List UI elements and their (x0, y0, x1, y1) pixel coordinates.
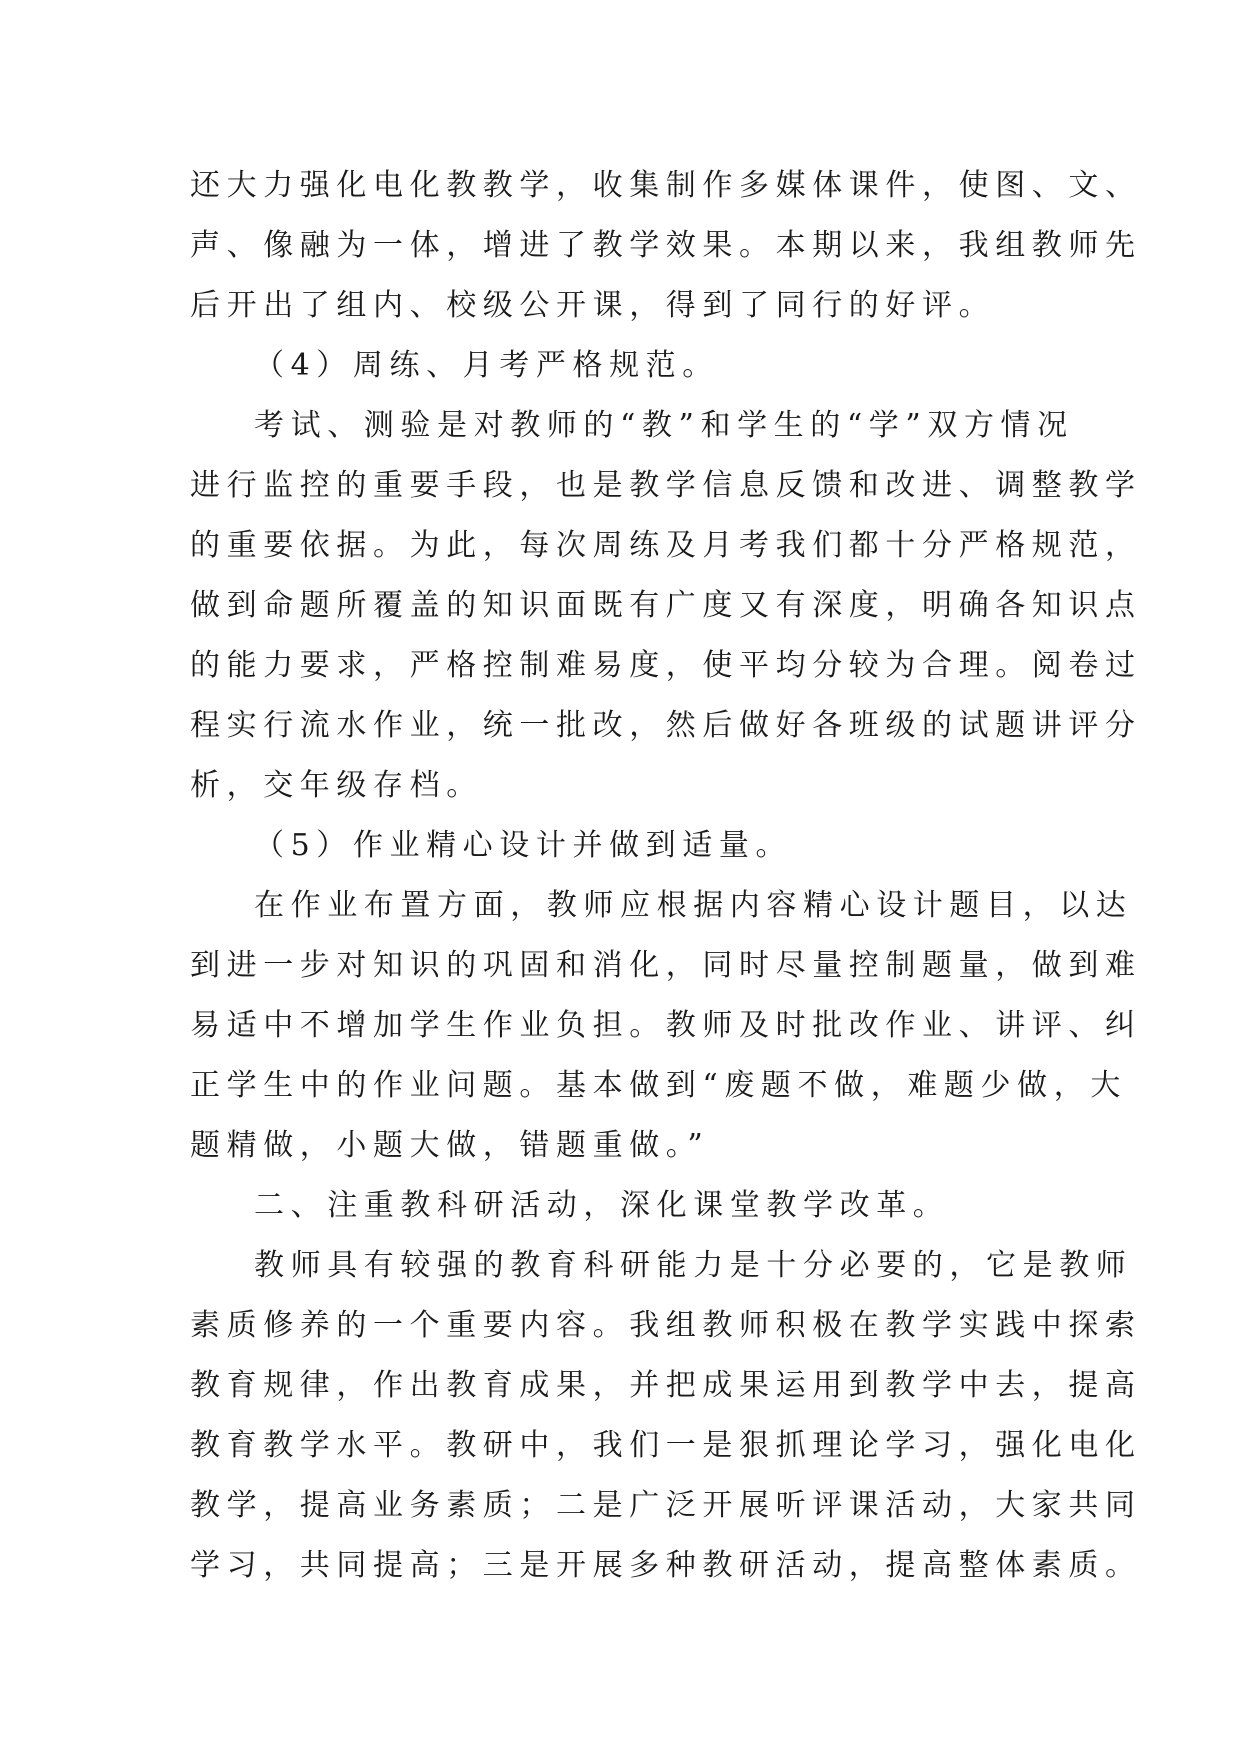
document-body (190, 156, 1142, 1596)
text-line: 素质修养的一个重要内容。我组教师积极在教学实践中探索 (190, 1308, 1142, 1343)
text-line: 题精做，小题大做，错题重做。” (190, 1128, 710, 1163)
text-line: 后开出了组内、校级公开课，得到了同行的好评。 (190, 288, 996, 323)
text-line: 教学，提高业务素质；二是广泛开展听评课活动，大家共同 (190, 1488, 1142, 1523)
text-line: 教师具有较强的教育科研能力是十分必要的，它是教师 (254, 1248, 1133, 1283)
text-line: 声、像融为一体，增进了教学效果。本期以来，我组教师先 (190, 228, 1142, 263)
text-line: 在作业布置方面，教师应根据内容精心设计题目，以达 (254, 888, 1133, 923)
text-line: 进行监控的重要手段，也是教学信息反馈和改进、调整教学 (190, 468, 1142, 503)
text-line: 正学生中的作业问题。基本做到“废题不做，难题少做，大 (190, 1068, 1127, 1103)
text-line: 程实行流水作业，统一批改，然后做好各班级的试题讲评分 (190, 708, 1142, 743)
text-line: 做到命题所覆盖的知识面既有广度又有深度，明确各知识点 (190, 588, 1142, 623)
text-line: 还大力强化电化教教学，收集制作多媒体课件，使图、文、 (190, 168, 1142, 203)
text-line: 的能力要求，严格控制难易度，使平均分较为合理。阅卷过 (190, 648, 1142, 683)
text-line: 易适中不增加学生作业负担。教师及时批改作业、讲评、纠 (190, 1008, 1142, 1043)
text-line: 到进一步对知识的巩固和消化，同时尽量控制题量，做到难 (190, 948, 1142, 983)
text-line: 教育教学水平。教研中，我们一是狠抓理论学习，强化电化 (190, 1428, 1142, 1463)
section-heading: （4）周练、月考严格规范。 (254, 348, 719, 383)
text-line: 学习，共同提高；三是开展多种教研活动，提高整体素质。 (190, 1548, 1142, 1583)
section-heading: 二、注重教科研活动，深化课堂教学改革。 (254, 1188, 950, 1223)
text-line: 析，交年级存档。 (190, 768, 483, 803)
text-line: 的重要依据。为此，每次周练及月考我们都十分严格规范， (190, 528, 1142, 563)
text-line: 考试、测验是对教师的“教”和学生的“学”双方情况 (254, 408, 1074, 443)
section-heading: （5）作业精心设计并做到适量。 (254, 828, 793, 863)
text-line: 教育规律，作出教育成果，并把成果运用到教学中去，提高 (190, 1368, 1142, 1403)
